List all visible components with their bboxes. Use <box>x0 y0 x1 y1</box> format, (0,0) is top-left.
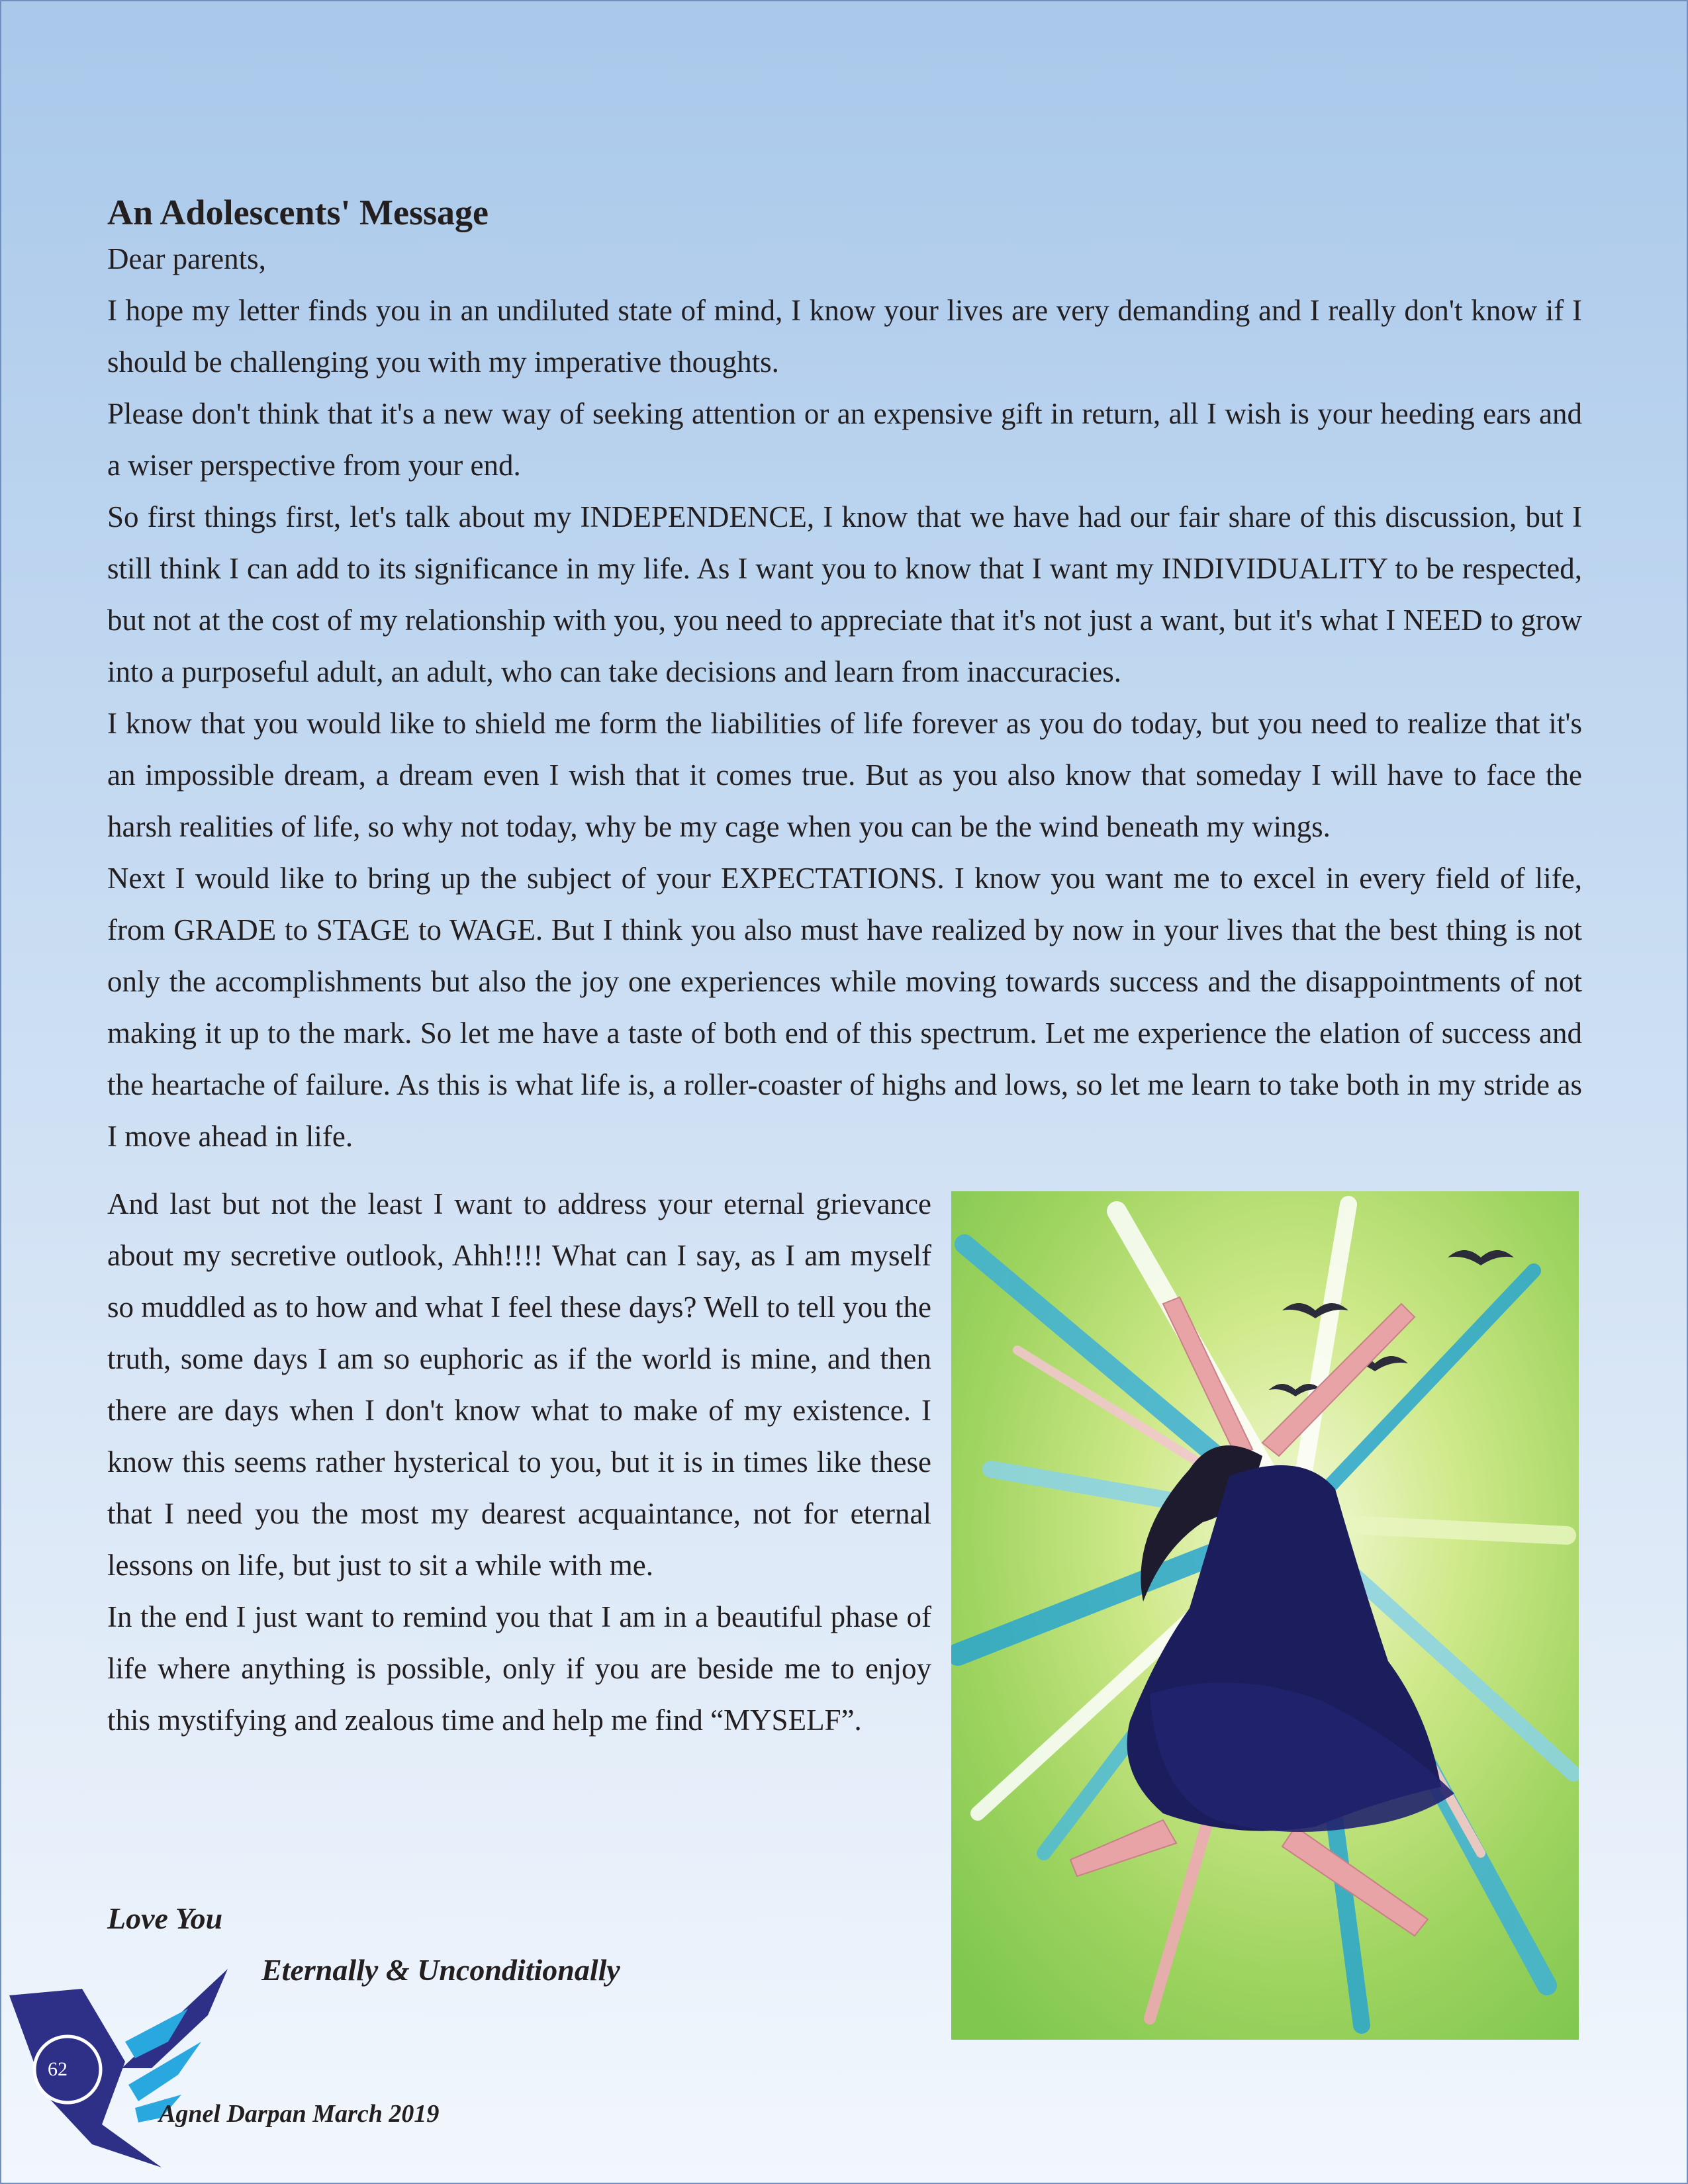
paragraph-end: In the end I just want to remind you that I am in a beautiful phase of life where anything is possible, only if you are beside me to enjoy this mystifying and zealous time and help me find “MYSELF”. <box>107 1600 931 1737</box>
paragraph-attention: Please don't think that it's a new way of seeking attention or an expensive gift in return, all I wish is your heeding ears and a wiser perspective from your end. <box>107 397 1582 482</box>
paragraph-intro: I hope my letter finds you in an undiluted state of mind, I know your lives are very demanding and I really don't know if I should be challenging you with my imperative thoughts. <box>107 294 1582 379</box>
salutation: Dear parents, <box>107 242 266 275</box>
article-title: An Adolescents' Message <box>107 193 489 232</box>
page-number: 62 <box>48 2058 68 2080</box>
bird-logo <box>9 1969 234 2167</box>
paragraph-shield: I know that you would like to shield me form the liabilities of life forever as you do today, but you need to realize that it's an impossible dream, a dream even I wish that it comes true. But as you also know that someday I will have to face the harsh realities of life, so why not today, why be my cage when you can be the wind beneath my wings. <box>107 707 1582 843</box>
article-body-narrow <box>107 1178 931 1746</box>
paragraph-independence: So first things first, let's talk about my INDEPENDENCE, I know that we have had our fair share of this discussion, but I still think I can add to its significance in my life. As I want you to know that I want my INDIVIDUALITY to be respected, but not at the cost of my relationship with you, you need to appreciate that it's not just a want, but it's what I NEED to grow into a purposeful adult, an adult, who can take decisions and learn from inaccuracies. <box>107 500 1582 688</box>
paragraph-secretive: And last but not the least I want to address your eternal grievance about my secretive outlook, Ahh!!!! What can I say, as I am myself so muddled as to how and what I feel these days? Well to tell you the truth, some days I am so euphoric as if the world is mine, and then there are days when I don't know what to make of my existence. I know this seems rather hysterical to you, but it is in times like these that I need you the most my dearest acquaintance, not for eternal lessons on life, but just to sit a while with me. <box>107 1187 931 1582</box>
publication-footer: Agnel Darpan March 2019 <box>159 2100 440 2128</box>
dancing-girl-painting <box>951 1191 1579 2040</box>
paragraph-expectations: Next I would like to bring up the subject of your EXPECTATIONS. I know you want me to excel in every field of life, from GRADE to STAGE to WAGE. But I think you also must have realized by now in your lives that the best thing is not only the accomplishments but also the joy one experiences while moving towards success and the disappointments of not making it up to the mark. So let me have a taste of both end of this spectrum. Let me experience the elation of success and the heartache of failure. As this is what life is, a roller-coaster of highs and lows, so let me learn to take both in my stride as I move ahead in life. <box>107 862 1582 1153</box>
sign-off-love: Love You <box>107 1901 223 1935</box>
article-body-wide <box>107 233 1582 1162</box>
sign-off-eternally: Eternally & Unconditionally <box>261 1953 620 1987</box>
